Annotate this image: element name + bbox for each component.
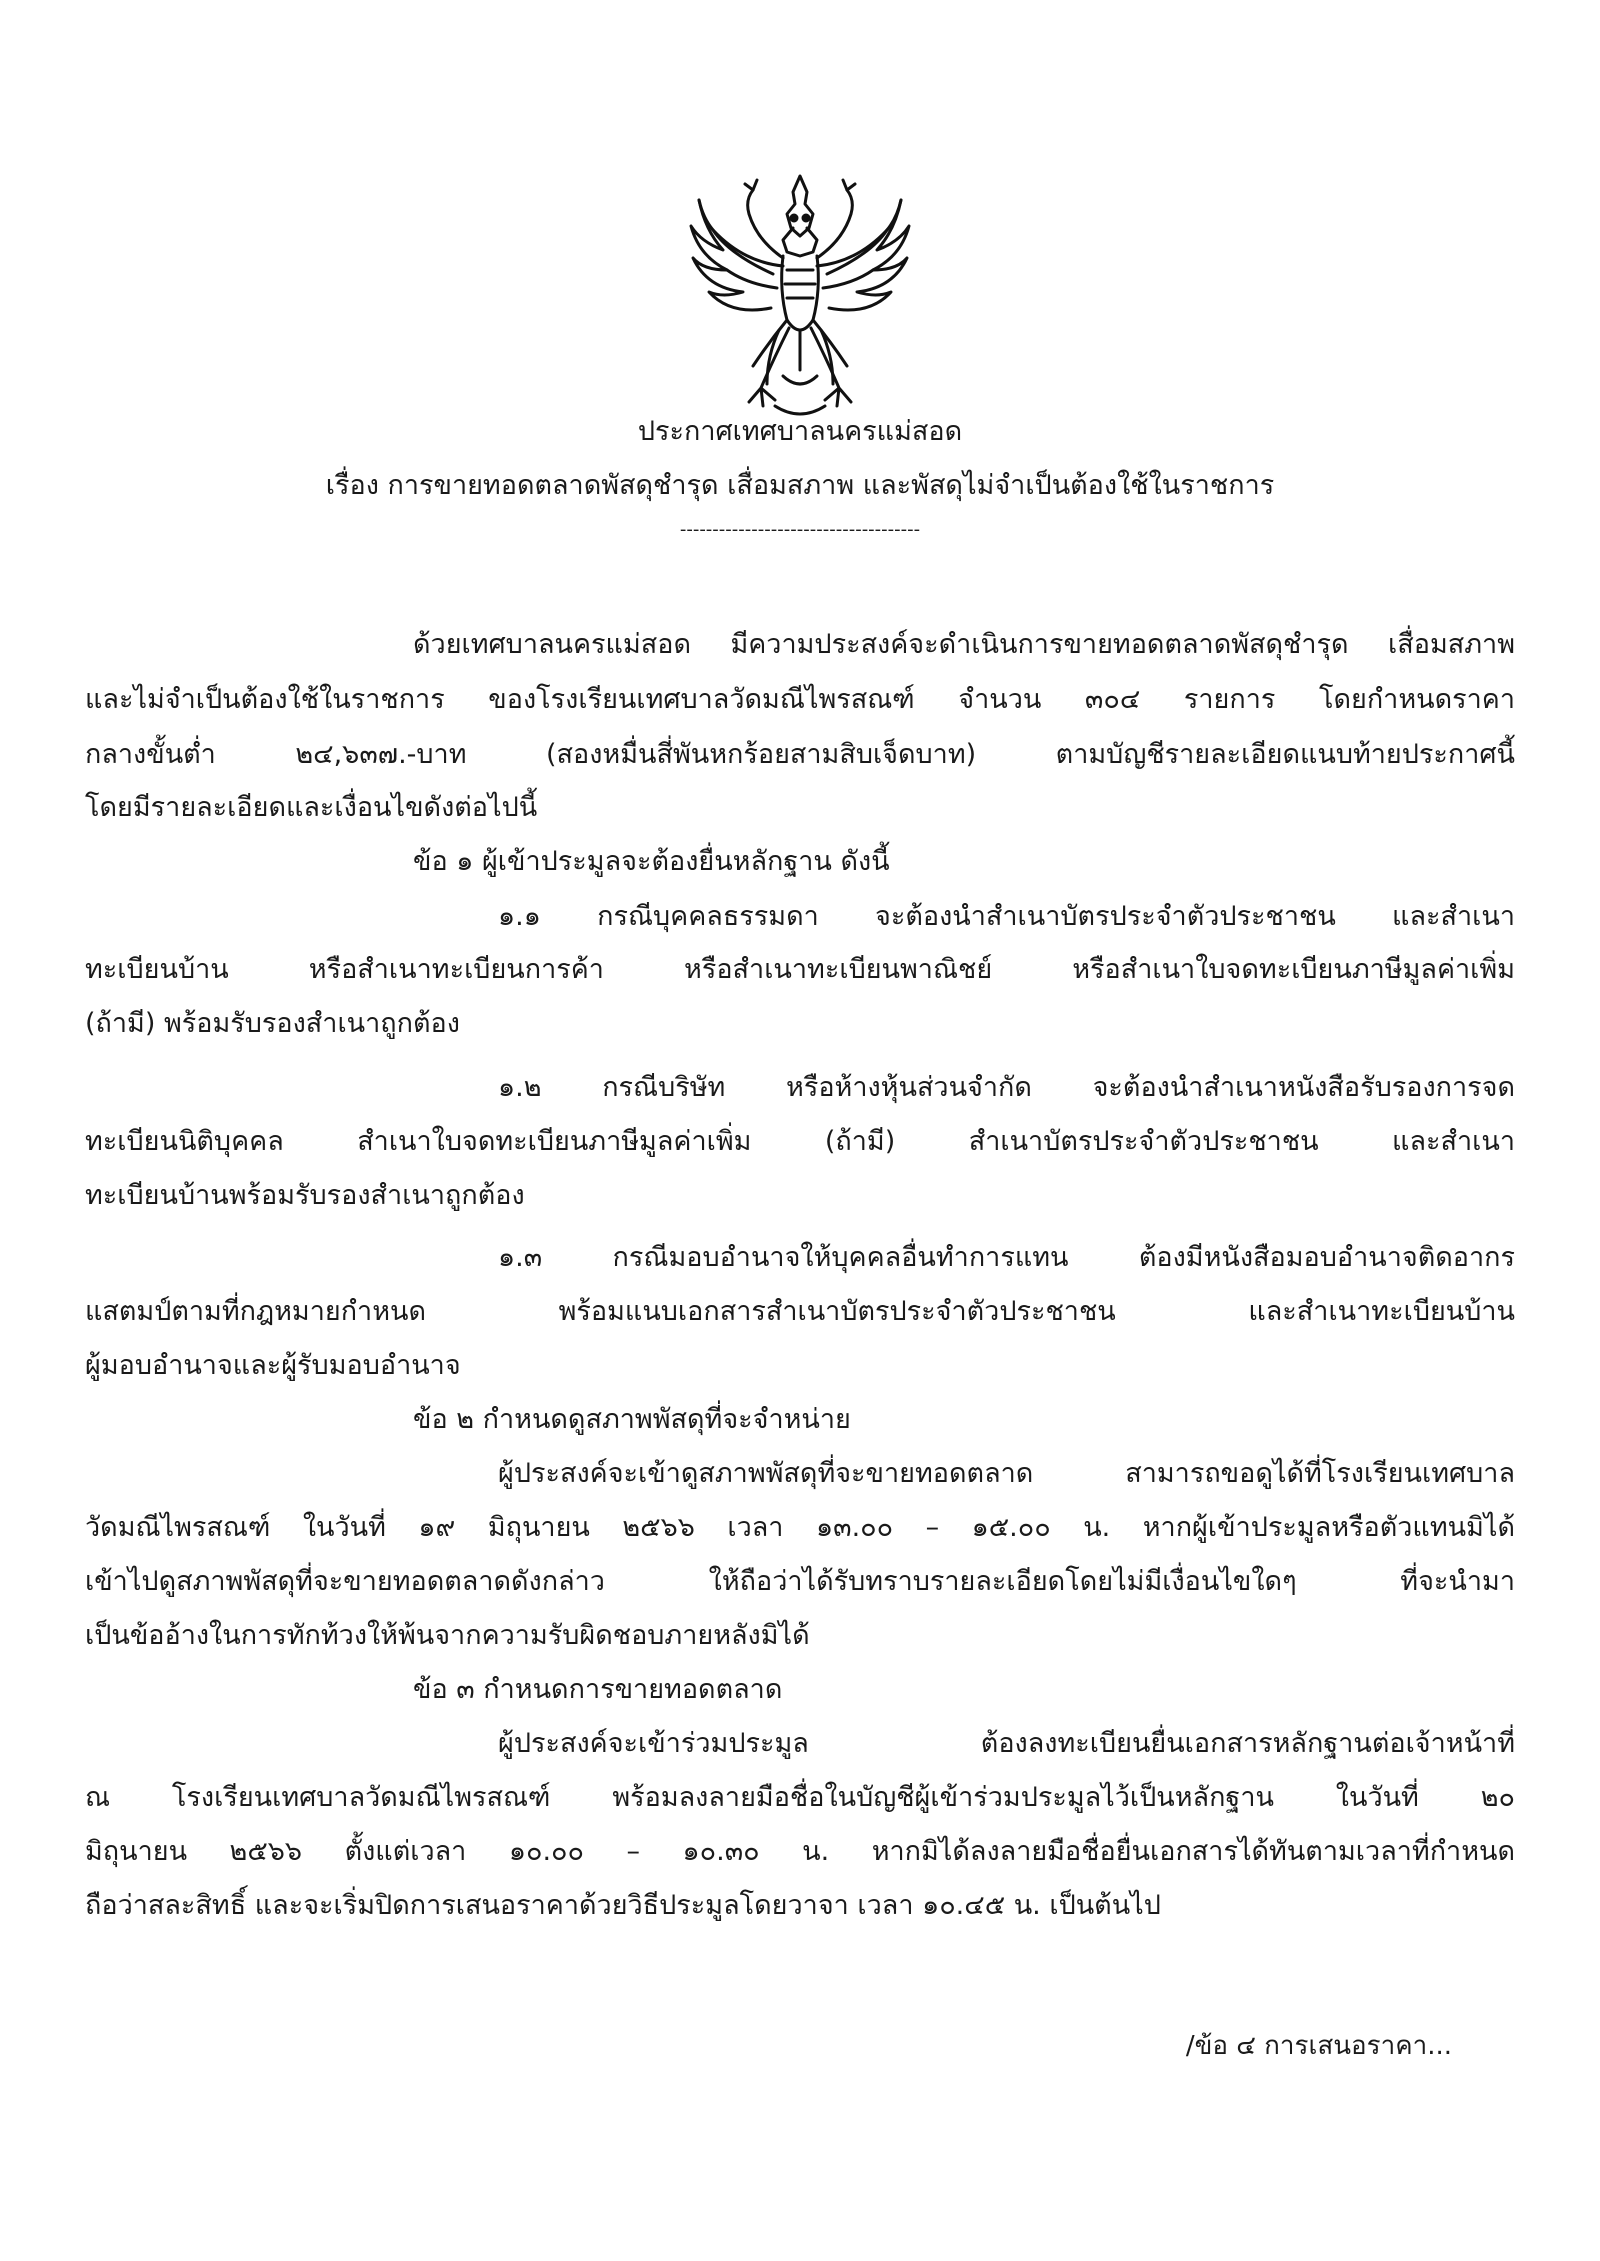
intro-line-3: กลางขั้นต่ำ ๒๔,๖๓๗.-บาท (สองหมื่นสี่พันหกร้อยสามสิบเจ็ดบาท) ตามบัญชีรายละเอียดแนบท้ายประกาศนี้ bbox=[85, 739, 1515, 770]
clause-1-heading: ข้อ ๑ ผู้เข้าประมูลจะต้องยื่นหลักฐาน ดังนี้ bbox=[413, 846, 890, 877]
intro-line-4: โดยมีรายละเอียดและเงื่อนไขดังต่อไปนี้ bbox=[85, 792, 538, 823]
clause-1-2-line-2: ทะเบียนนิติบุคคล สำเนาใบจดทะเบียนภาษีมูลค่าเพิ่ม (ถ้ามี) สำเนาบัตรประจำตัวประชาชน และสำเนา bbox=[85, 1126, 1515, 1157]
intro-line-2: และไม่จำเป็นต้องใช้ในราชการ ของโรงเรียนเทศบาลวัดมณีไพรสณฑ์ จำนวน ๓๐๔ รายการ โดยกำหนดราคา bbox=[85, 684, 1515, 715]
announcement-subject: เรื่อง การขายทอดตลาดพัสดุชำรุด เสื่อมสภาพ และพัสดุไม่จำเป็นต้องใช้ในราชการ bbox=[325, 470, 1275, 501]
clause-3-line-2: ณ โรงเรียนเทศบาลวัดมณีไพรสณฑ์ พร้อมลงลายมือชื่อในบัญชีผู้เข้าร่วมประมูลไว้เป็นหลักฐาน ในวันที่ ๒๐ bbox=[85, 1782, 1515, 1813]
clause-3-line-1: ผู้ประสงค์จะเข้าร่วมประมูล ต้องลงทะเบียนยื่นเอกสารหลักฐานต่อเจ้าหน้าที่ bbox=[498, 1728, 1515, 1759]
clause-2-line-1: ผู้ประสงค์จะเข้าดูสภาพพัสดุที่จะขายทอดตลาด สามารถขอดูได้ที่โรงเรียนเทศบาล bbox=[498, 1458, 1515, 1489]
title-divider: ------------------------------------- bbox=[679, 519, 921, 540]
intro-line-1: ด้วยเทศบาลนครแม่สอด มีความประสงค์จะดำเนินการขายทอดตลาดพัสดุชำรุด เสื่อมสภาพ bbox=[413, 629, 1515, 660]
clause-1-3-line-3: ผู้มอบอำนาจและผู้รับมอบอำนาจ bbox=[85, 1350, 461, 1381]
clause-3-line-4: ถือว่าสละสิทธิ์ และจะเริ่มปิดการเสนอราคาด้วยวิธีประมูลโดยวาจา เวลา ๑๐.๔๕ น. เป็นต้นไป bbox=[85, 1890, 1161, 1921]
clause-1-3-line-1: ๑.๓ กรณีมอบอำนาจให้บุคคลอื่นทำการแทน ต้องมีหนังสือมอบอำนาจติดอากร bbox=[498, 1242, 1515, 1273]
clause-2-line-2: วัดมณีไพรสณฑ์ ในวันที่ ๑๙ มิถุนายน ๒๕๖๖ เวลา ๑๓.๐๐ – ๑๕.๐๐ น. หากผู้เข้าประมูลหรือตัวแทนมิได้ bbox=[85, 1512, 1515, 1543]
garuda-emblem-icon bbox=[683, 170, 917, 420]
clause-2-heading: ข้อ ๒ กำหนดดูสภาพพัสดุที่จะจำหน่าย bbox=[413, 1404, 851, 1435]
clause-1-1-line-2: ทะเบียนบ้าน หรือสำเนาทะเบียนการค้า หรือสำเนาทะเบียนพาณิชย์ หรือสำเนาใบจดทะเบียนภาษีมูลค่าเพิ่ม bbox=[85, 954, 1515, 985]
clause-3-heading: ข้อ ๓ กำหนดการขายทอดตลาด bbox=[413, 1674, 783, 1705]
announcement-title: ประกาศเทศบาลนครแม่สอด bbox=[637, 416, 963, 447]
page-continuation-note: /ข้อ ๔ การเสนอราคา... bbox=[1185, 2031, 1452, 2061]
clause-1-1-line-1: ๑.๑ กรณีบุคคลธรรมดา จะต้องนำสำเนาบัตรประจำตัวประชาชน และสำเนา bbox=[498, 901, 1515, 932]
clause-2-line-3: เข้าไปดูสภาพพัสดุที่จะขายทอดตลาดดังกล่าว ให้ถือว่าได้รับทราบรายละเอียดโดยไม่มีเงื่อนไขใดๆ ที่จะนำมา bbox=[85, 1566, 1515, 1597]
clause-1-2-line-3: ทะเบียนบ้านพร้อมรับรองสำเนาถูกต้อง bbox=[85, 1180, 525, 1211]
clause-3-line-3: มิถุนายน ๒๕๖๖ ตั้งแต่เวลา ๑๐.๐๐ – ๑๐.๓๐ น. หากมิได้ลงลายมือชื่อยื่นเอกสารได้ทันตามเวลาที่กำหนด bbox=[85, 1836, 1515, 1867]
clause-1-2-line-1: ๑.๒ กรณีบริษัท หรือห้างหุ้นส่วนจำกัด จะต้องนำสำเนาหนังสือรับรองการจด bbox=[498, 1072, 1515, 1103]
clause-2-line-4: เป็นข้ออ้างในการทักท้วงให้พ้นจากความรับผิดชอบภายหลังมิได้ bbox=[85, 1620, 810, 1651]
clause-1-3-line-2: แสตมป์ตามที่กฎหมายกำหนด พร้อมแนบเอกสารสำเนาบัตรประจำตัวประชาชน และสำเนาทะเบียนบ้าน bbox=[85, 1296, 1515, 1327]
clause-1-1-line-3: (ถ้ามี) พร้อมรับรองสำเนาถูกต้อง bbox=[85, 1008, 460, 1039]
